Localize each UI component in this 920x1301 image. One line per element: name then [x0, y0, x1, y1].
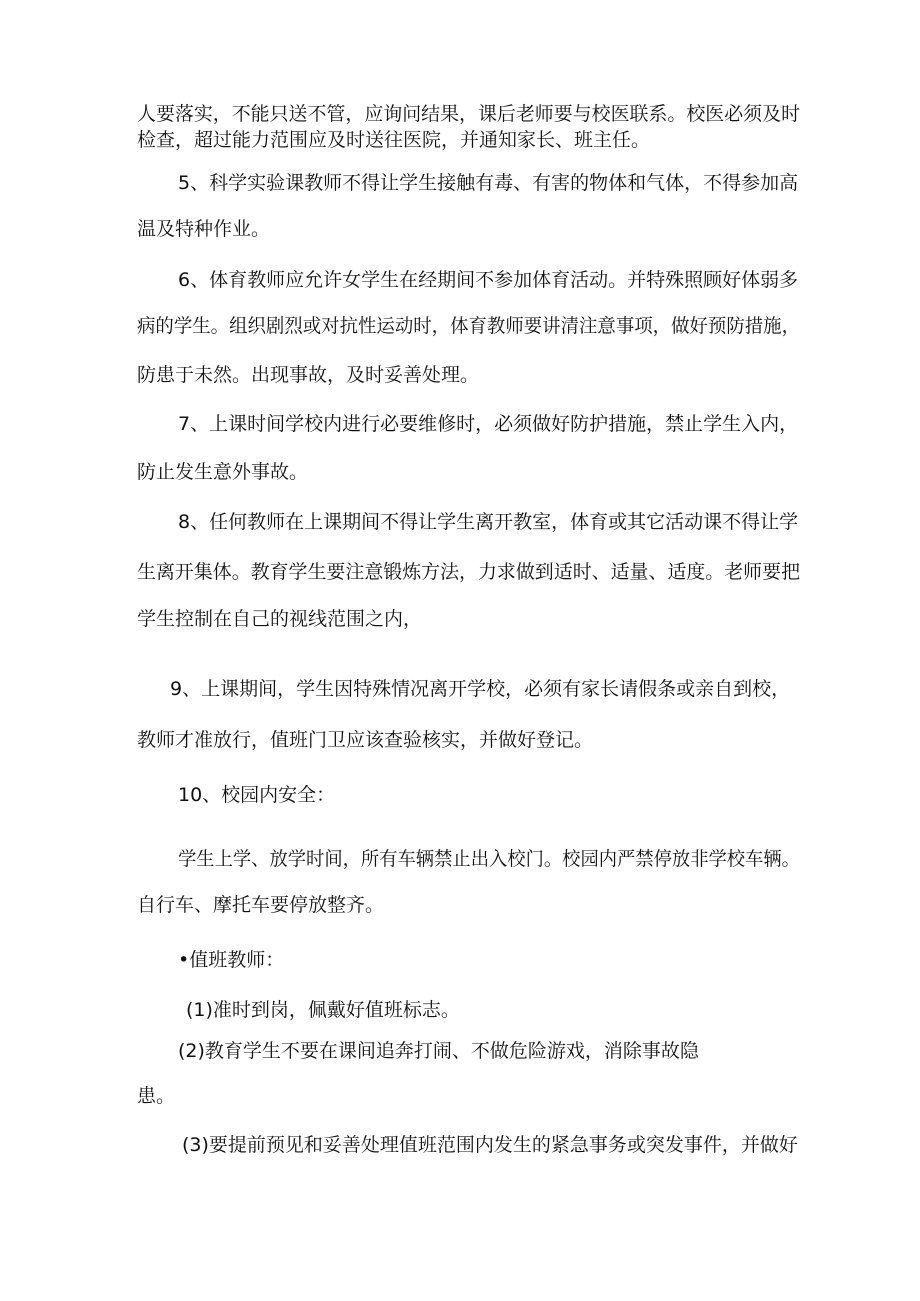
text-line: 防止发生意外事故。	[137, 461, 309, 483]
text-line: 学生上学、放学时间，所有车辆禁止出入校门。校园内严禁停放非学校车辆。	[178, 848, 800, 870]
text-line: 6、体育教师应允许女学生在经期间不参加体育活动。并特殊照顾好体弱多	[178, 269, 799, 291]
text-line: •值班教师：	[178, 949, 285, 971]
text-line: 检查，超过能力范围应及时送往医院，并通知家长、班主任。	[137, 129, 651, 151]
text-line: 患。	[137, 1085, 176, 1107]
text-line: (2)教育学生不要在课间追奔打闹、不做危险游戏，消除事故隐	[178, 1040, 699, 1062]
text-line: (3)要提前预见和妥善处理值班范围内发生的紧急事务或突发事件，并做好	[182, 1134, 798, 1156]
text-line: 学生控制在自己的视线范围之内，	[137, 608, 423, 630]
text-line: 生离开集体。教育学生要注意锻炼方法，力求做到适时、适量、适度。老师要把	[137, 561, 801, 583]
text-line: 防患于未然。出现事故，及时妥善处理。	[137, 364, 480, 386]
text-line: 9、上课期间，学生因特殊情况离开学校，必须有家长请假条或亲自到校，	[170, 678, 791, 700]
text-line: 5、科学实验课教师不得让学生接触有毒、有害的物体和气体，不得参加高	[178, 172, 799, 194]
text-line: 自行车、摩托车要停放整齐。	[137, 894, 385, 916]
text-line: 病的学生。组织剧烈或对抗性运动时，体育教师要讲清注意事项，做好预防措施，	[137, 315, 801, 337]
text-line: 10、校园内安全：	[178, 784, 336, 806]
text-line: 8、任何教师在上课期间不得让学生离开教室，体育或其它活动课不得让学	[178, 511, 799, 533]
text-line: 人要落实，不能只送不管，应询问结果，课后老师要与校医联系。校医必须及时	[137, 103, 801, 125]
text-line: 温及特种作业。	[137, 218, 271, 240]
text-line: (1)准时到岗，佩戴好值班标志。	[186, 999, 460, 1021]
text-line: 教师才准放行，值班门卫应该查验核实，并做好登记。	[137, 729, 594, 751]
text-line: 7、上课时间学校内进行必要维修时，必须做好防护措施，禁止学生入内，	[178, 413, 799, 435]
